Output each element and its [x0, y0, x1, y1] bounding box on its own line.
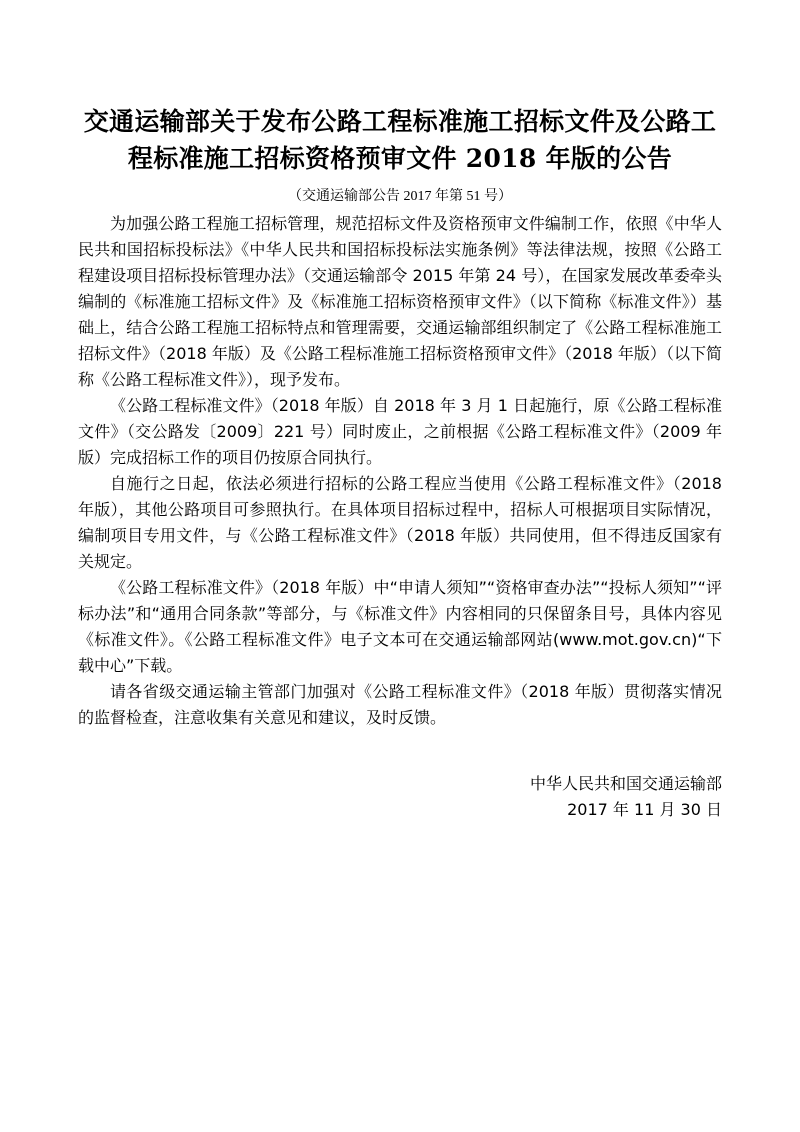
paragraph-2: 《公路工程标准文件》（2018 年版）自 2018 年 3 月 1 日起施行，原《公路工程标准文件》（交公路发〔2009〕221 号）同时废止，之前根据《公路工程标准文件》（2009 年版）完成招标工作的项目仍按原合同执行。: [78, 396, 722, 467]
document-page: [78, 103, 722, 823]
paragraph-1: 为加强公路工程施工招标管理，规范招标文件及资格预审文件编制工作，依照《中华人民共和国招标投标法》《中华人民共和国招标投标法实施条例》等法律法规，按照《公路工程建设项目招标投标管理办法》（交通运输部令 2015 年第 24 号），在国家发展改革委牵头编制的《标准施工招标文件》及《标准施工招标资格预审文件》（以下简称《标准文件》）基础上，结合公路工程施工招标特点和管理需要，交通运输部组织制定了《公路工程标准施工招标文件》（2018 年版）及《公路工程标准施工招标资格预审文件》（2018 年版）（以下简称《公路工程标准文件》），现予发布。: [78, 214, 722, 389]
paragraph-3: 自施行之日起，依法必须进行招标的公路工程应当使用《公路工程标准文件》（2018 年版），其他公路项目可参照执行。在具体项目招标过程中，招标人可根据项目实际情况，编制项目专用文件，与《公路工程标准文件》（2018 年版）共同使用，但不得违反国家有关规定。: [78, 474, 722, 571]
paragraph-4: 《公路工程标准文件》（2018 年版）中“申请人须知”“资格审查办法”“投标人须知”“评标办法”和“通用合同条款”等部分，与《标准文件》内容相同的只保留条目号，具体内容见《标准文件》。《公路工程标准文件》电子文本可在交通运输部网站(www.mot.gov.cn)“下载中心”下载。: [78, 578, 722, 675]
document-number: （交通运输部公告 2017 年第 51 号）: [288, 189, 512, 204]
signature-block: [78, 771, 722, 823]
paragraph-5: 请各省级交通运输主管部门加强对《公路工程标准文件》（2018 年版）贯彻落实情况的监督检查，注意收集有关意见和建议，及时反馈。: [78, 682, 722, 727]
issuer-name: 中华人民共和国交通运输部: [529, 774, 722, 793]
document-body: [78, 211, 722, 731]
issue-date: 2017 年 11 月 30 日: [567, 800, 722, 819]
document-title: 交通运输部关于发布公路工程标准施工招标文件及公路工程标准施工招标资格预审文件 2018 年版的公告: [83, 107, 717, 173]
